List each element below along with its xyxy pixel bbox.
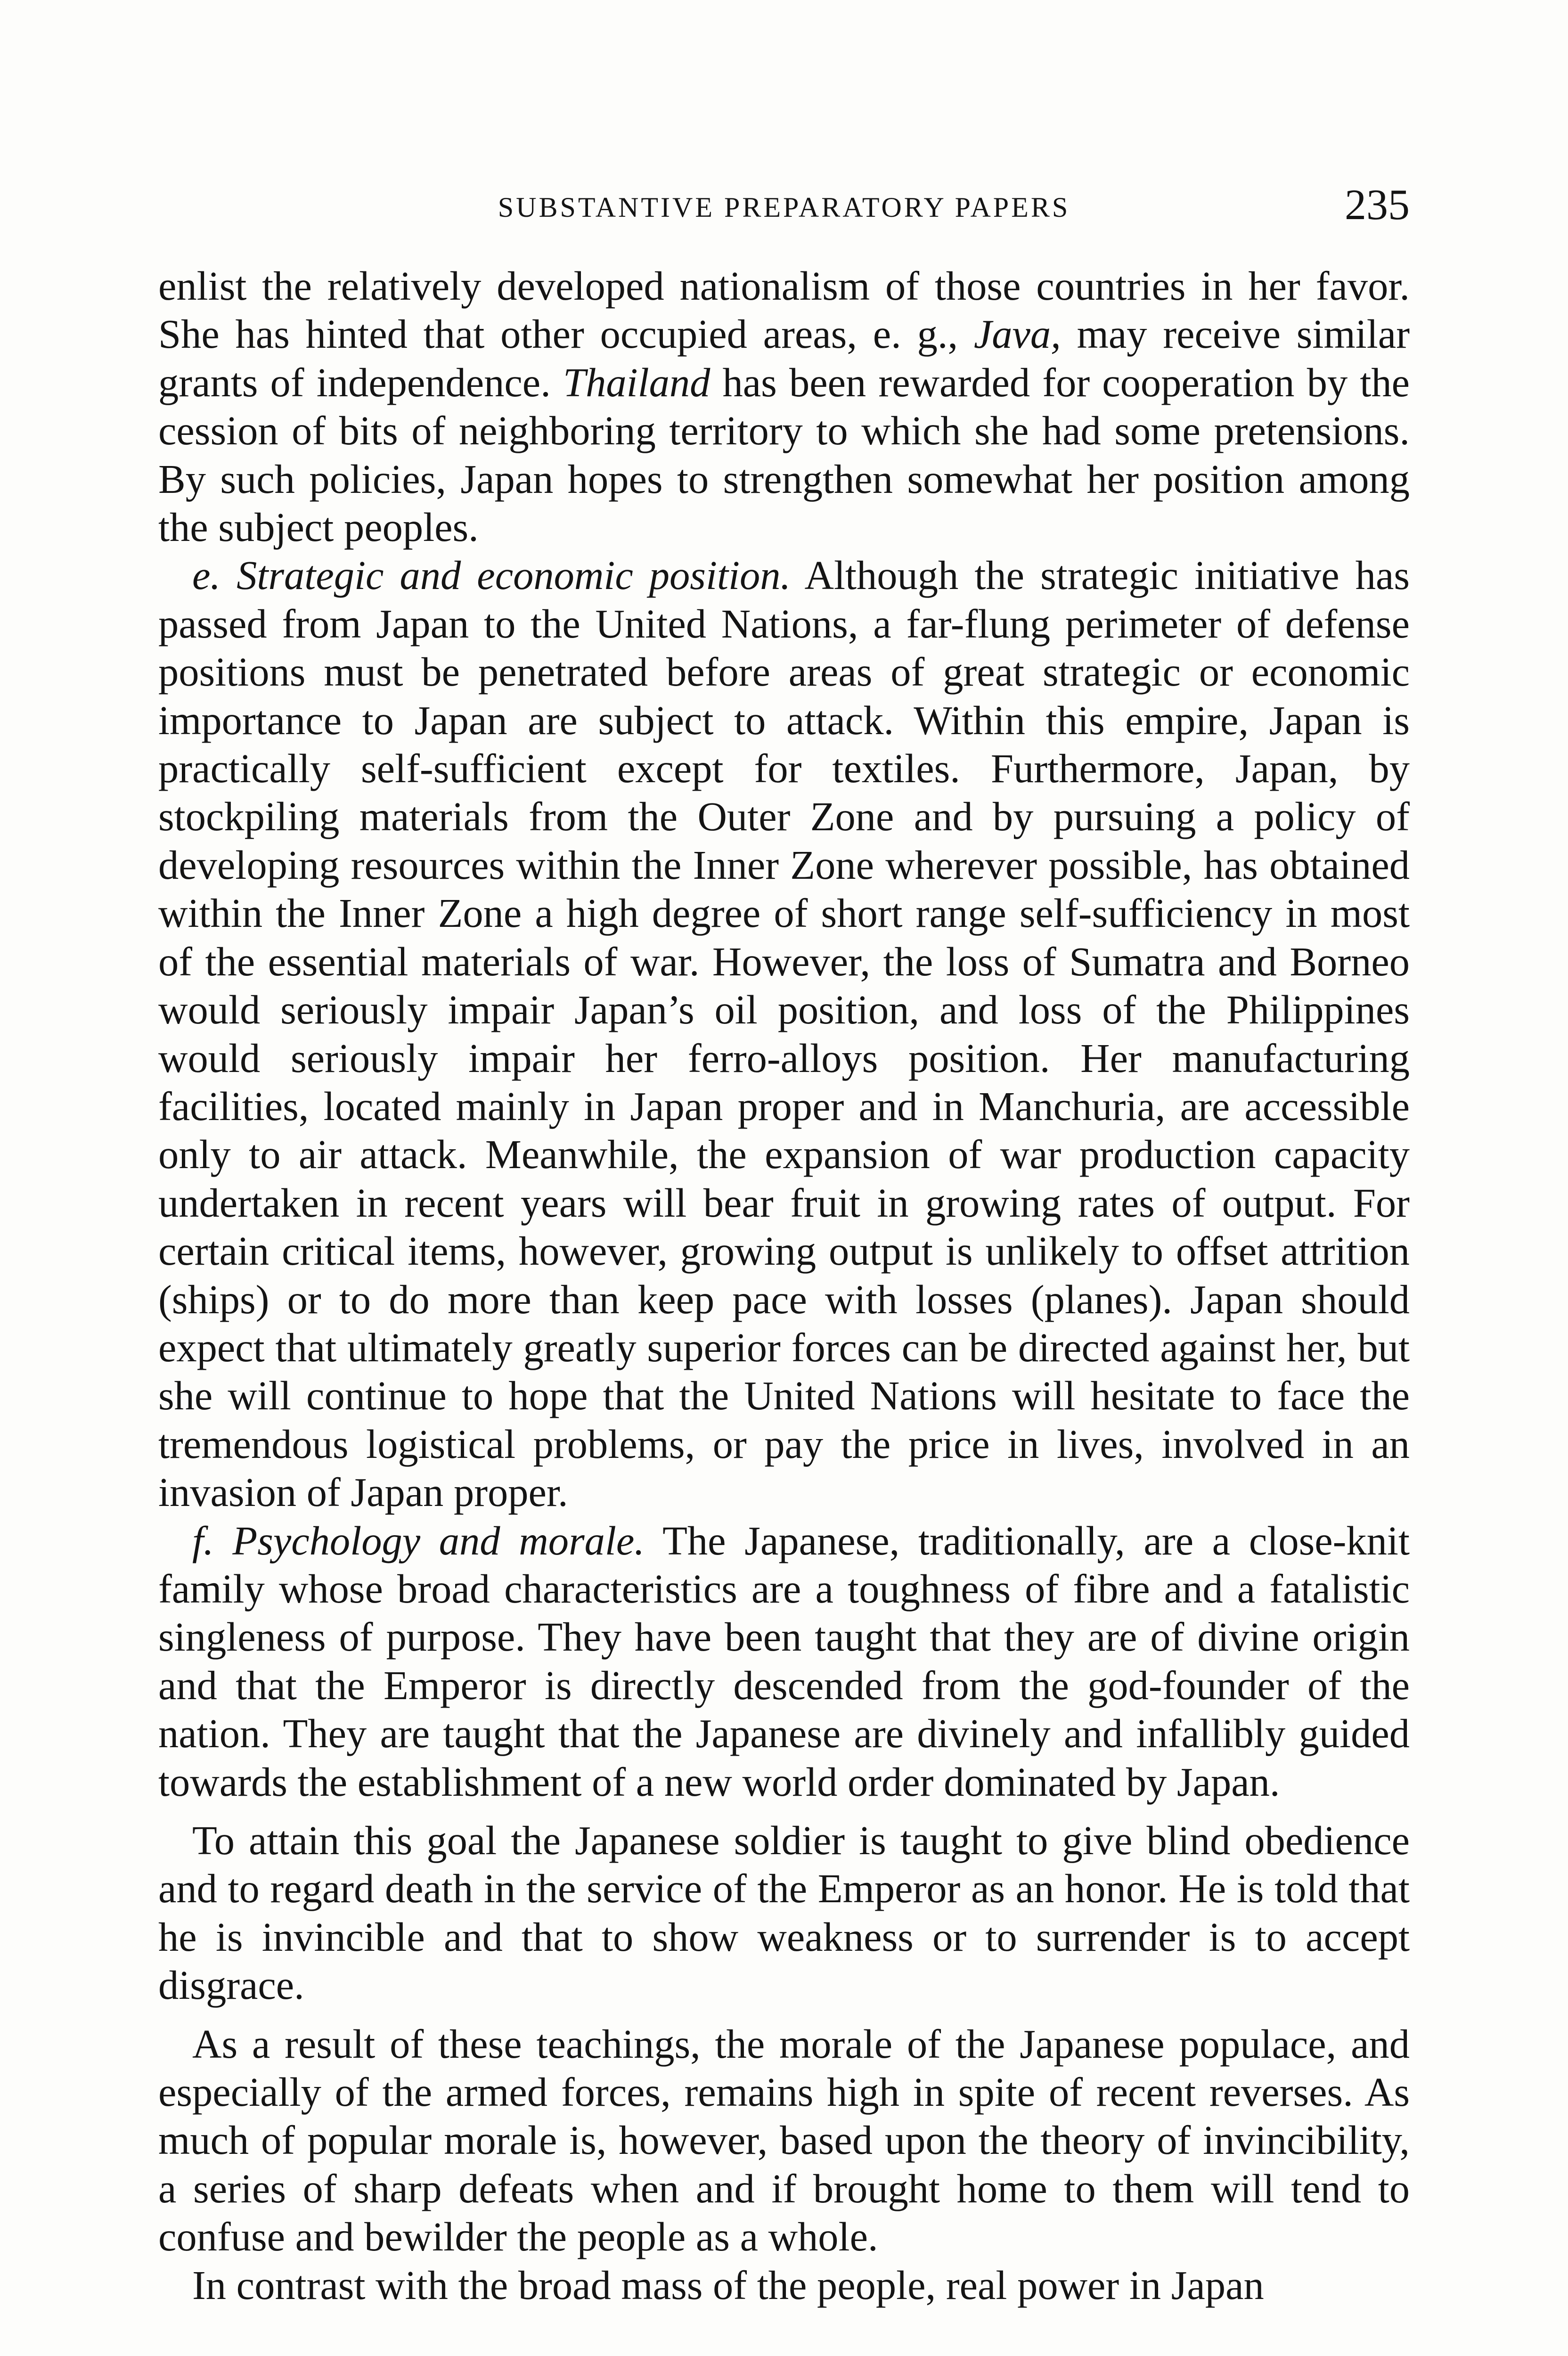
paragraph-real-power: In contrast with the broad mass of the people, real power in Japan: [192, 2262, 1264, 2308]
paragraph-psychology-morale: [158, 1517, 1410, 1806]
paragraph-text: may receive similar grants of independence.: [158, 311, 1410, 405]
section-label: e.: [192, 553, 221, 598]
italic-place-name: Thailand: [563, 360, 710, 405]
section-heading: Strategic and economic position.: [237, 553, 791, 598]
section-label: f.: [192, 1518, 214, 1563]
page-number: 235: [1345, 180, 1410, 229]
paragraph-morale-result: As a result of these teachings, the morale of the Japanese populace, and especially of the armed forces, remains high in spite of recent reverses. As much of popular morale is, however, based upon the theory of invincibility, a series of sharp defeats when and if brought home to them will tend to confuse and bewilder the people as a whole.: [158, 2021, 1410, 2260]
paragraph-text: enlist the relatively developed nationalism of those countries in her favor. She has hinted that other occupied areas, e. g.,: [158, 263, 1410, 357]
paragraph-text: has been rewarded for cooperation by the cession of bits of neighboring territory to which she had some pretensions. By such policies, Japan hopes to strengthen somewhat her position among the subject peoples.: [158, 360, 1410, 550]
running-header: [158, 180, 1410, 235]
section-heading: Psychology and morale.: [232, 1518, 645, 1563]
paragraph-text: Although the strategic initiative has passed from Japan to the United Nations, a far-flung perimeter of defense positions must be penetrated before areas of great strategic or economic importance to Japan are subject to attack. Within this empire, Japan is practically self-sufficient except for textiles. Furthermore, Japan, by stockpiling materials from the Outer Zone and by pursuing a policy of developing resources within the Inner Zone wherever possible, has obtained within the Inner Zone a high degree of short range self-sufficiency in most of the essential materials of war. However, the loss of Sumatra and Borneo would seriously impair Japan’s oil position, and loss of the Philippines would seriously impair her ferro-alloys position. Her manufacturing facilities, located mainly in Japan proper and in Manchuria, are accessible only to air attack. Meanwhile, the expansion of war production capacity undertaken in recent years will bear fruit in growing rates of output. For certain critical items, however, growing output is unlikely to offset attrition (ships) or to do more than keep pace with losses (planes). Japan should expect that ultimately greatly superior forces can be directed against her, but she will continue to hope that the United Nations will hesitate to face the tremendous logistical problems, or pay the price in lives, involved in an invasion of Japan proper.: [158, 553, 1410, 1515]
body-text: [158, 262, 1410, 2309]
italic-place-name: Java,: [973, 311, 1061, 357]
paragraph-soldier-obedience: To attain this goal the Japanese soldier is taught to give blind obedience and to regard death in the service of the Emperor as an honor. He is told that he is invincible and that to show weakness or to surrender is to accept disgrace.: [158, 1818, 1410, 2008]
running-title: SUBSTANTIVE PREPARATORY PAPERS: [498, 192, 1070, 223]
paragraph-continuation: [158, 262, 1410, 551]
paragraph-strategic-economic: [158, 551, 1410, 1516]
paragraph-text: The Japanese, traditionally, are a close-knit family whose broad characteristics are a toughness of fibre and a fatalistic singleness of purpose. They have been taught that they are of divine origin and that the Emperor is directly descended from the god-founder of the nation. They are taught that the Japanese are divinely and infallibly guided towards the establishment of a new world order dominated by Japan.: [158, 1518, 1410, 1805]
